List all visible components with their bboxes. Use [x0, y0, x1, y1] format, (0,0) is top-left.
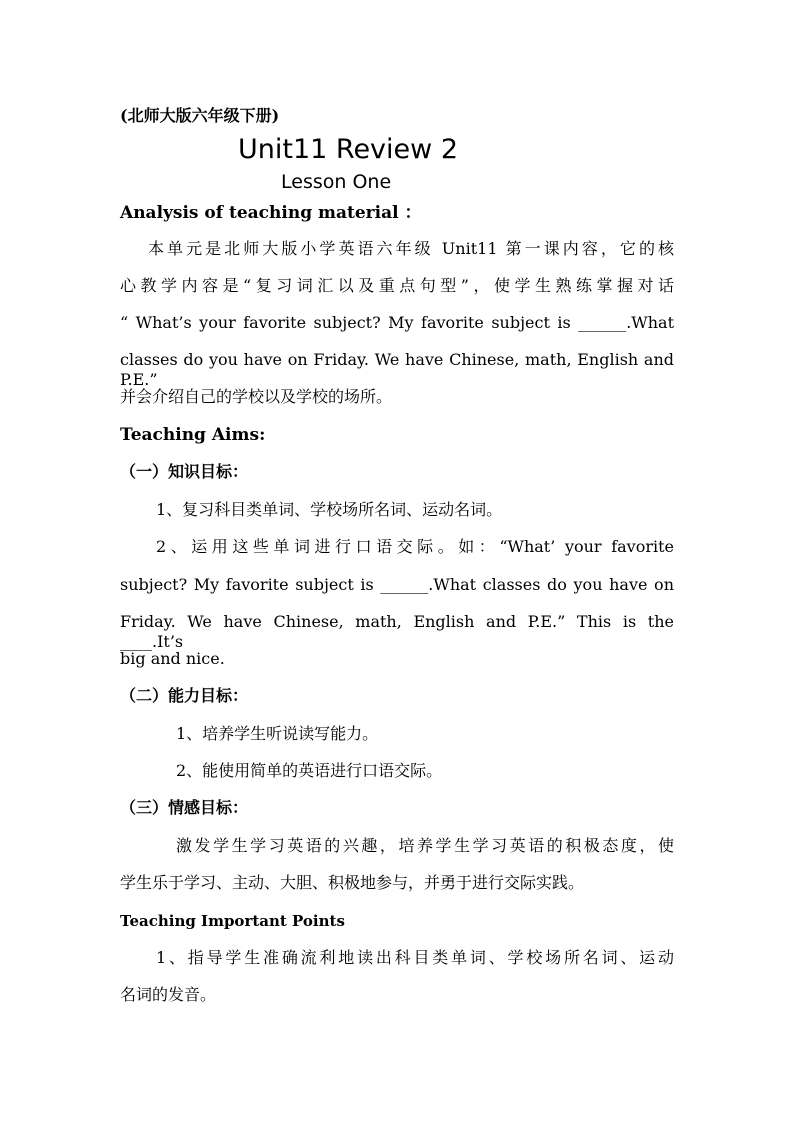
- unit-title: Unit11 Review 2: [238, 134, 458, 165]
- important-point-item-line: 名词的发音。: [120, 985, 217, 1004]
- emotion-aim-line: 学生乐于学习、主动、大胆、积极地参与，并勇于进行交际实践。: [120, 873, 585, 892]
- emotion-aim-line: 激发学生学习英语的兴趣，培养学生学习英语的积极态度，使: [176, 836, 674, 855]
- important-point-item: 1、指导学生准确流利地读出科目类单词、学校场所名词、运动: [156, 948, 674, 967]
- knowledge-aim-item-line: big and nice.: [120, 649, 225, 668]
- knowledge-aim-item: 2、运用这些单词进行口语交际。如：“What’ your favorite: [156, 537, 674, 556]
- analysis-paragraph-line: 并会介绍自己的学校以及学校的场所。: [120, 387, 393, 406]
- knowledge-aims-heading: （一）知识目标：: [120, 462, 249, 481]
- important-points-heading: Teaching Important Points: [120, 912, 345, 930]
- ability-aim-item: 1、培养学生听说读写能力。: [176, 724, 379, 743]
- analysis-heading: Analysis of teaching material ：: [120, 203, 422, 223]
- analysis-paragraph-line: classes do you have on Friday. We have Chinese, math, English and P.E.”: [120, 350, 674, 389]
- edition-label: (北师大版六年级下册): [120, 106, 280, 125]
- emotion-aims-heading: （三）情感目标：: [120, 798, 249, 817]
- knowledge-aim-item: 1、复习科目类单词、学校场所名词、运动名词。: [156, 500, 503, 519]
- ability-aim-item: 2、能使用简单的英语进行口语交际。: [176, 761, 443, 780]
- knowledge-aim-item-line: subject? My favorite subject is ______.What classes do you have on: [120, 575, 674, 594]
- analysis-paragraph-line: 本单元是北师大版小学英语六年级 Unit11 第一课内容，它的核: [148, 239, 674, 258]
- ability-aims-heading: （二）能力目标：: [120, 686, 249, 705]
- lesson-title: Lesson One: [281, 171, 392, 193]
- knowledge-aim-item-line: Friday. We have Chinese, math, English and P.E.” This is the ____.It’s: [120, 612, 674, 651]
- analysis-paragraph-line: “ What’s your favorite subject? My favorite subject is ______.What: [120, 313, 674, 332]
- analysis-paragraph-line: 心教学内容是“复习词汇以及重点句型”，使学生熟练掌握对话: [120, 276, 674, 295]
- teaching-aims-heading: Teaching Aims:: [120, 425, 266, 445]
